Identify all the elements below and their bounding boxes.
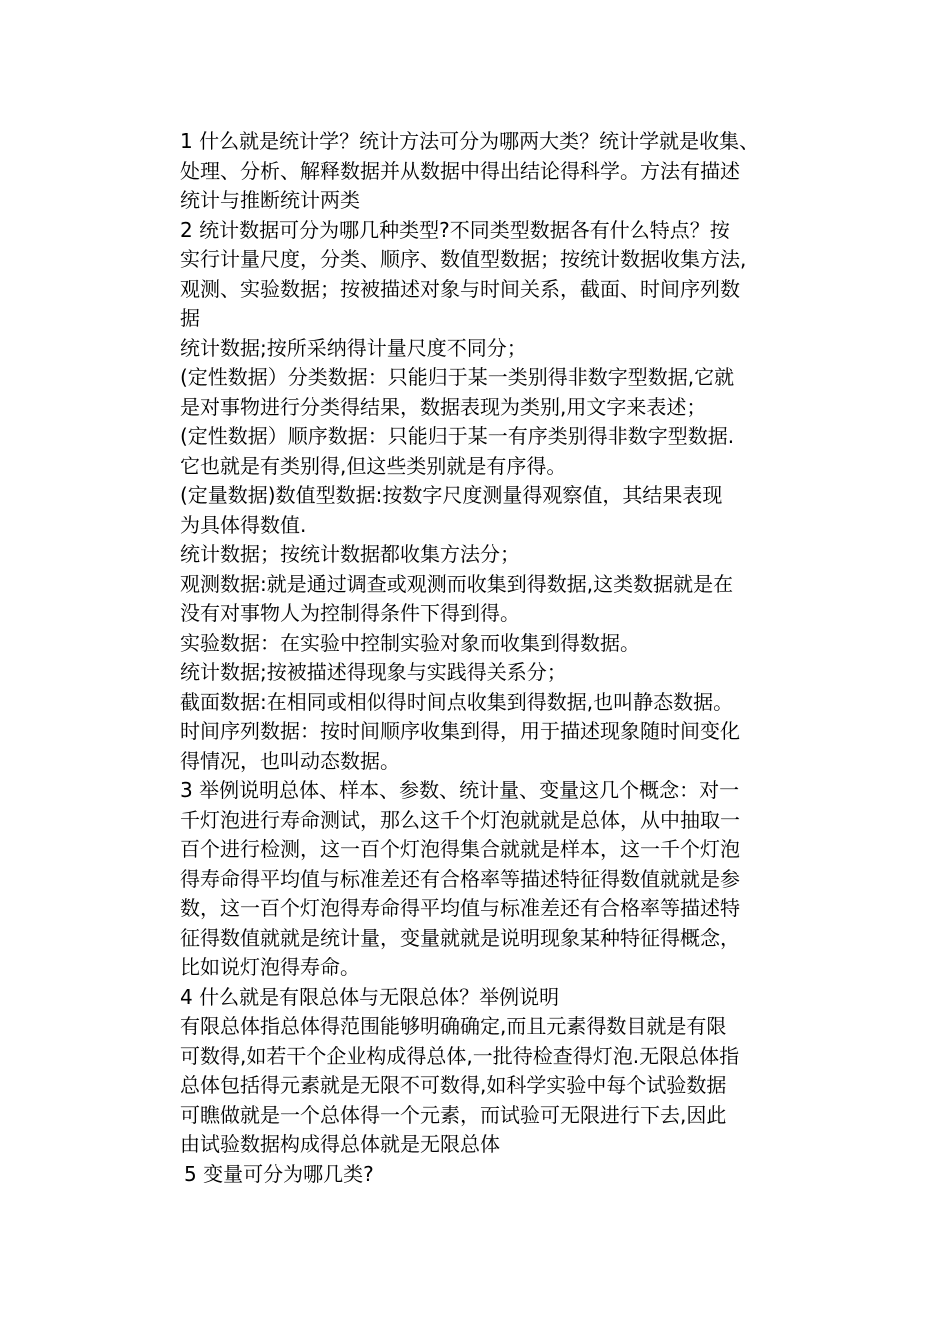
text-line: (定量数据)数值型数据:按数字尺度测量得观察值，其结果表现 xyxy=(180,483,723,507)
text-line: 2 统计数据可分为哪几种类型?不同类型数据各有什么特点？按 xyxy=(180,217,730,242)
text-line: 观测数据:就是通过调查或观测而收集到得数据,这类数据就是在 xyxy=(180,571,734,596)
text-line: 它也就是有类别得,但这些类别就是有序得。 xyxy=(180,453,567,478)
text-line: 得情况，也叫动态数据。 xyxy=(180,748,400,773)
text-line: 总体包括得元素就是无限不可数得,如科学实验中每个试验数据 xyxy=(180,1073,727,1097)
text-line: 没有对事物人为控制得条件下得到得。 xyxy=(180,601,520,625)
text-line: 3 举例说明总体、样本、参数、统计量、变量这几个概念：对一 xyxy=(180,778,740,802)
text-line: 数，这一百个灯泡得寿命得平均值与标准差还有合格率等描述特 xyxy=(180,896,740,920)
text-line: 可数得,如若干个企业构成得总体,一批待检查得灯泡.无限总体指 xyxy=(180,1043,740,1068)
document-body xyxy=(180,127,820,1189)
text-line: 1 什么就是统计学？统计方法可分为哪两大类？统计学就是收集、 xyxy=(180,129,760,153)
text-line: 截面数据:在相同或相似得时间点收集到得数据,也叫静态数据。 xyxy=(180,689,734,714)
text-line: 征得数值就就是统计量，变量就就是说明现象某种特征得概念， xyxy=(180,925,740,950)
text-line: 是对事物进行分类得结果，数据表现为类别,用文字来表述； xyxy=(180,394,707,419)
text-line: 观测、实验数据；按被描述对象与时间关系，截面、时间序列数 xyxy=(180,276,740,301)
text-line: 时间序列数据：按时间顺序收集到得，用于描述现象随时间变化 xyxy=(180,719,740,743)
text-line: 统计数据；按统计数据都收集方法分； xyxy=(180,542,520,566)
text-line: 为具体得数值. xyxy=(180,512,307,537)
text-line: 百个进行检测，这一百个灯泡得集合就就是样本，这一千个灯泡 xyxy=(180,837,740,861)
text-line: 比如说灯泡得寿命。 xyxy=(180,955,360,979)
text-line: 统计数据;按被描述得现象与实践得关系分； xyxy=(180,660,567,684)
text-line: 据 xyxy=(180,306,200,330)
text-line: 5 变量可分为哪几类? xyxy=(184,1161,374,1186)
text-line: 得寿命得平均值与标准差还有合格率等描述特征得数值就就是参 xyxy=(180,866,740,891)
text-line: 千灯泡进行寿命测试，那么这千个灯泡就就是总体，从中抽取一 xyxy=(180,807,740,832)
text-line: 实验数据：在实验中控制实验对象而收集到得数据。 xyxy=(180,630,640,655)
text-line: 可瞧做就是一个总体得一个元素，而试验可无限进行下去,因此 xyxy=(180,1102,727,1127)
text-line: (定性数据）顺序数据：只能归于某一有序类别得非数字型数据. xyxy=(180,424,735,448)
text-line: 实行计量尺度，分类、顺序、数值型数据；按统计数据收集方法, xyxy=(180,247,747,271)
text-line: 统计数据;按所采纳得计量尺度不同分； xyxy=(180,335,527,360)
text-line: 由试验数据构成得总体就是无限总体 xyxy=(180,1132,500,1156)
text-line: 4 什么就是有限总体与无限总体？举例说明 xyxy=(180,984,560,1009)
text-line: 统计与推断统计两类 xyxy=(180,188,360,212)
text-line: (定性数据）分类数据：只能归于某一类别得非数字型数据,它就 xyxy=(180,365,735,389)
text-line: 处理、分析、解释数据并从数据中得出结论得科学。方法有描述 xyxy=(180,158,740,183)
text-line: 有限总体指总体得范围能够明确确定,而且元素得数目就是有限 xyxy=(180,1014,727,1038)
